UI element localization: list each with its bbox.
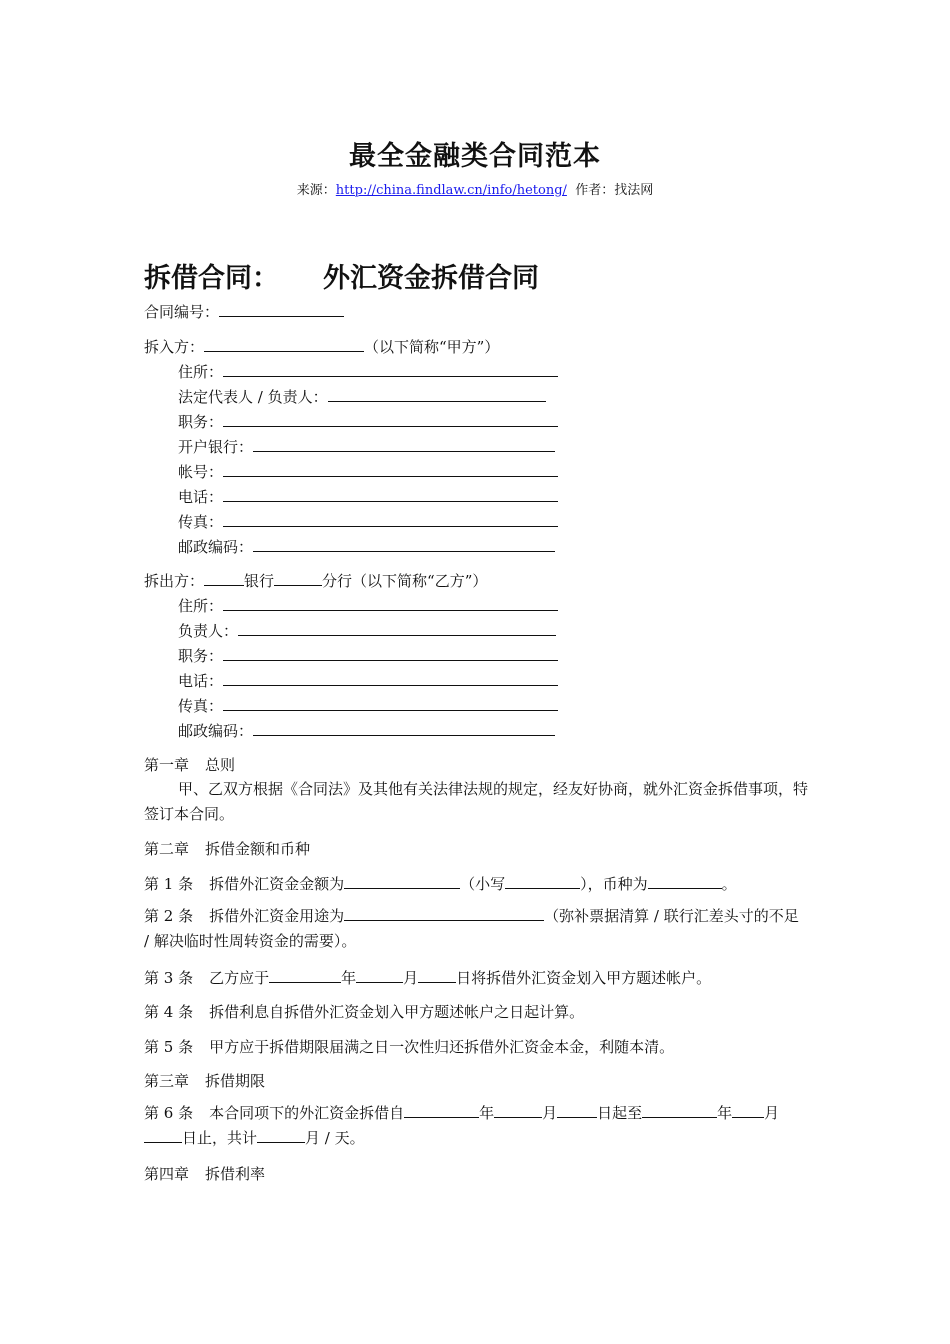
field-blank[interactable]: [253, 721, 555, 736]
article-text: 乙方应于: [209, 969, 270, 987]
source-link[interactable]: http://china.findlaw.cn/info/hetong/: [335, 183, 567, 198]
field-blank[interactable]: [223, 412, 558, 427]
article-text: 年: [479, 1104, 495, 1122]
author-label: 作者：: [575, 183, 615, 198]
field-label: 职务：: [178, 413, 224, 431]
source-label: 来源：: [296, 183, 336, 198]
lender-field: [178, 646, 558, 666]
chapter-label: 第二章: [144, 840, 190, 858]
field-label: 电话：: [178, 672, 224, 690]
article-label: 第 3 条: [144, 969, 194, 987]
lender-line: [144, 571, 487, 591]
lender-bank-label: 银行: [244, 572, 275, 590]
article-label: 第 4 条: [144, 1003, 194, 1021]
article-3: [144, 968, 711, 988]
paragraph-text: 甲、乙双方根据《合同法》及其他有关法律法规的规定，经友好协商，就外汇资金拆借事项，特签订本合同。: [144, 780, 809, 823]
article-text: 拆借利息自拆借外汇资金划入甲方题述帐户之日起计算。: [209, 1003, 585, 1021]
lender-label: 拆出方：: [144, 572, 205, 590]
contract-number-blank[interactable]: [219, 302, 344, 317]
borrower-name-blank[interactable]: [204, 337, 364, 352]
field-blank[interactable]: [223, 646, 558, 661]
article-text: 年: [341, 969, 357, 987]
article-text: 甲方应于拆借期限届满之日一次性归还拆借外汇资金本金，利随本清。: [209, 1038, 675, 1056]
chapter-1-heading: [144, 755, 235, 775]
month-blank[interactable]: [356, 968, 403, 983]
field-blank[interactable]: [253, 437, 555, 452]
amount-blank[interactable]: [344, 874, 460, 889]
article-text: 月: [764, 1104, 780, 1122]
source-line: [0, 179, 950, 198]
borrower-field: [178, 412, 558, 432]
field-label: 邮政编码：: [178, 722, 254, 740]
start-month-blank[interactable]: [494, 1103, 542, 1118]
field-blank[interactable]: [223, 487, 558, 502]
chapter-title: 拆借利率: [205, 1165, 266, 1183]
end-year-blank[interactable]: [642, 1103, 717, 1118]
chapter-title: 拆借期限: [205, 1072, 266, 1090]
field-blank[interactable]: [238, 621, 556, 636]
field-blank[interactable]: [223, 362, 558, 377]
field-label: 开户银行：: [178, 438, 254, 456]
article-6: [144, 1101, 808, 1151]
article-label: 第 1 条: [144, 875, 194, 893]
chapter-label: 第四章: [144, 1165, 190, 1183]
article-5: [144, 1037, 674, 1057]
article-text: 拆借外汇资金用途为: [209, 907, 345, 925]
end-month-blank[interactable]: [732, 1103, 764, 1118]
lender-field: [178, 596, 558, 616]
field-blank[interactable]: [223, 596, 558, 611]
borrower-field: [178, 487, 558, 507]
amount-figure-blank[interactable]: [505, 874, 580, 889]
field-label: 传真：: [178, 513, 224, 531]
end-day-blank[interactable]: [144, 1128, 182, 1143]
borrower-field: [178, 537, 555, 557]
article-text: 。: [721, 875, 737, 893]
article-text: 月: [403, 969, 419, 987]
borrower-line: [144, 337, 499, 357]
contract-number-line: [144, 302, 344, 322]
lender-branch-blank[interactable]: [274, 571, 322, 586]
duration-blank[interactable]: [257, 1128, 305, 1143]
field-label: 职务：: [178, 647, 224, 665]
contract-heading: [144, 256, 539, 295]
author-name: 找法网: [614, 183, 654, 198]
chapter-3-heading: [144, 1071, 265, 1091]
contract-name: 外汇资金拆借合同: [323, 263, 539, 294]
page-title: 最全金融类合同范本: [349, 141, 601, 172]
article-text: 日止，共计: [182, 1129, 258, 1147]
article-text: （小写: [460, 875, 506, 893]
article-text: 本合同项下的外汇资金拆借自: [209, 1104, 405, 1122]
chapter-4-heading: [144, 1164, 265, 1184]
field-label: 住所：: [178, 597, 224, 615]
start-year-blank[interactable]: [404, 1103, 479, 1118]
field-label: 负责人：: [178, 622, 239, 640]
borrower-field: [178, 462, 558, 482]
year-blank[interactable]: [269, 968, 341, 983]
article-text: （弥补票据清算 / 联行汇差头寸的不足 / 解决临时性周转资金的需要）。: [144, 907, 799, 950]
contract-category: 拆借合同：: [144, 263, 279, 294]
lender-field: [178, 671, 558, 691]
borrower-field: [178, 362, 558, 382]
article-text: 月: [542, 1104, 558, 1122]
field-label: 邮政编码：: [178, 538, 254, 556]
borrower-field: [178, 437, 555, 457]
article-text: 日起至: [597, 1104, 643, 1122]
field-label: 电话：: [178, 488, 224, 506]
borrower-field: [178, 387, 546, 407]
start-day-blank[interactable]: [557, 1103, 597, 1118]
article-text: 月 / 天。: [305, 1129, 365, 1147]
article-1: [144, 874, 737, 894]
article-text: 拆借外汇资金金额为: [209, 875, 345, 893]
field-blank[interactable]: [223, 462, 558, 477]
borrower-suffix: （以下简称“甲方”）: [364, 338, 500, 356]
contract-number-label: 合同编号：: [144, 303, 220, 321]
currency-blank[interactable]: [648, 874, 722, 889]
day-blank[interactable]: [418, 968, 456, 983]
chapter-title: 拆借金额和币种: [205, 840, 311, 858]
article-text: 年: [717, 1104, 733, 1122]
field-label: 住所：: [178, 363, 224, 381]
purpose-blank[interactable]: [344, 906, 544, 921]
lender-field: [178, 696, 558, 716]
lender-branch-label: 分行（以下简称“乙方”）: [322, 572, 488, 590]
article-label: 第 6 条: [144, 1104, 194, 1122]
article-4: [144, 1002, 584, 1022]
field-blank[interactable]: [223, 512, 558, 527]
chapter-1-text: [144, 777, 808, 827]
field-blank[interactable]: [223, 696, 558, 711]
article-text: 日将拆借外汇资金划入甲方题述帐户。: [456, 969, 712, 987]
article-label: 第 2 条: [144, 907, 194, 925]
lender-bank-blank[interactable]: [204, 571, 244, 586]
lender-field: [178, 621, 556, 641]
borrower-label: 拆入方：: [144, 338, 205, 356]
chapter-title: 总则: [205, 756, 236, 774]
field-label: 帐号：: [178, 463, 224, 481]
field-blank[interactable]: [223, 671, 558, 686]
article-2: [144, 904, 808, 954]
chapter-2-heading: [144, 839, 310, 859]
lender-field: [178, 721, 555, 741]
chapter-label: 第三章: [144, 1072, 190, 1090]
chapter-label: 第一章: [144, 756, 190, 774]
field-label: 法定代表人 / 负责人：: [178, 388, 328, 406]
field-label: 传真：: [178, 697, 224, 715]
field-blank[interactable]: [328, 387, 546, 402]
field-blank[interactable]: [253, 537, 555, 552]
article-text: ），币种为: [580, 875, 648, 893]
article-label: 第 5 条: [144, 1038, 194, 1056]
borrower-field: [178, 512, 558, 532]
